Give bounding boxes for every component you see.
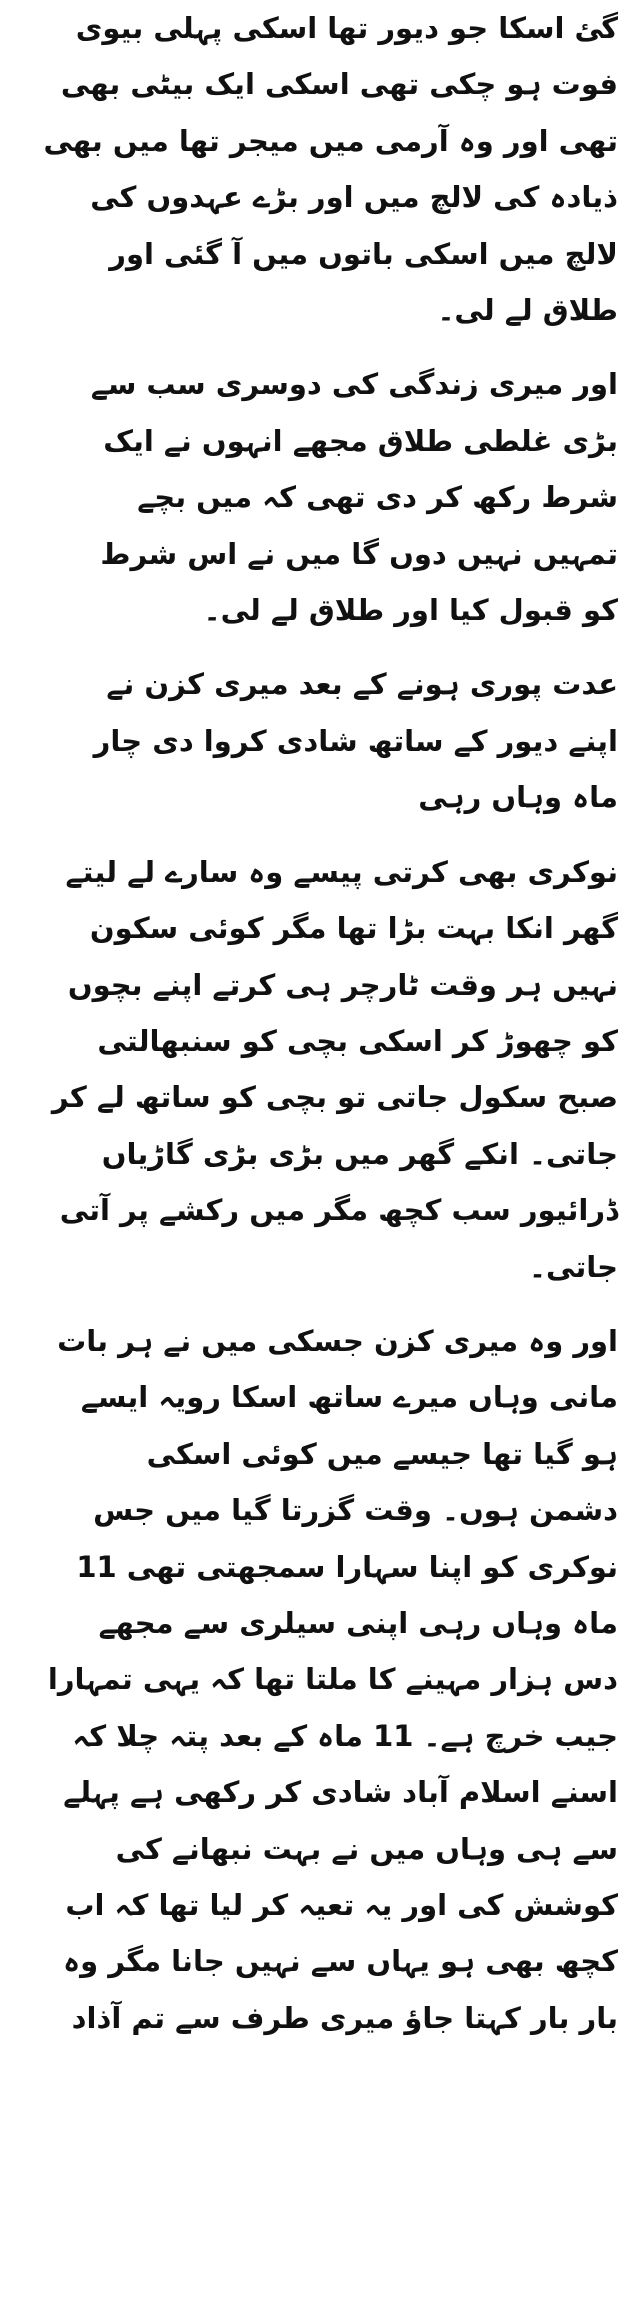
text-line: لالچ میں اسکی باتوں میں آ گئی اور	[109, 236, 618, 271]
text-line: گھر انکا بہت بڑا تھا مگر کوئی سکون	[89, 911, 618, 946]
text-line: بڑی غلطی طلاق مجھے انہوں نے ایک	[103, 423, 618, 458]
text-line: طلاق لے لی۔	[437, 293, 618, 328]
text-line: شرط رکھ کر دی تھی کہ میں بچے	[137, 480, 618, 515]
paragraph	[22, 0, 618, 338]
text-line: اپنے دیور کے ساتھ شادی کروا دی چار	[93, 723, 618, 758]
text-line: اور میری زندگی کی دوسری سب سے	[90, 367, 618, 402]
text-line: مانی وہاں میرے ساتھ اسکا رویہ ایسے	[80, 1380, 618, 1415]
text-line: کچھ بھی ہو یہاں سے نہیں جانا مگر وہ	[63, 1944, 618, 1979]
text-line: گئ اسکا جو دیور تھا اسکی پہلی بیوی	[75, 11, 618, 45]
text-line: ہو گیا تھا جیسے میں کوئی اسکی	[146, 1436, 618, 1471]
paragraph	[22, 356, 618, 638]
text-line: ماہ وہاں رہی	[418, 780, 618, 815]
text-line: صبح سکول جاتی تو بچی کو ساتھ لے کر	[51, 1080, 618, 1115]
text-line: دشمن ہوں۔ وقت گزرتا گیا میں جس	[93, 1493, 618, 1528]
text-line: تھی اور وہ آرمی میں میجر تھا میں بھی	[43, 123, 618, 158]
paragraph	[22, 1313, 618, 2046]
text-line: سے ہی وہاں میں نے بہت نبھانے کی	[115, 1831, 618, 1866]
text-line: تمہیں نہیں دوں گا میں نے اس شرط	[100, 536, 618, 571]
text-line: دس ہزار مہینے کا ملتا تھا کہ یہی تمہارا	[47, 1662, 618, 1697]
text-line: اور وہ میری کزن جسکی میں نے ہر بات	[57, 1323, 618, 1358]
paragraph	[22, 844, 618, 1295]
text-line: نوکری بھی کرتی پیسے وہ سارے لے لیتے	[65, 854, 618, 889]
text-line: جاتی۔	[528, 1249, 618, 1284]
paragraph	[22, 656, 618, 825]
text-line: نہیں ہر وقت ٹارچر ہی کرتے اپنے بچوں	[67, 967, 618, 1002]
text-line: عدت پوری ہونے کے بعد میری کزن نے	[106, 667, 618, 702]
text-line: کو قبول کیا اور طلاق لے لی۔	[203, 593, 618, 628]
text-line: جاتی۔ انکے گھر میں بڑی بڑی گاڑیاں	[101, 1136, 618, 1171]
text-line: کوشش کی اور یہ تعیہ کر لیا تھا کہ اب	[65, 1888, 618, 1922]
text-line: ماہ وہاں رہی اپنی سیلری سے مجھے	[98, 1605, 618, 1640]
text-line: فوت ہو چکی تھی اسکی ایک بیٹی بھی	[60, 67, 618, 102]
text-line: اسنے اسلام آباد شادی کر رکھی ہے پہلے	[63, 1775, 618, 1810]
text-line: ڈرائیور سب کچھ مگر میں رکشے پر آتی	[59, 1193, 618, 1228]
text-line: جیب خرچ ہے۔ 11 ماہ کے بعد پتہ چلا کہ	[72, 1718, 618, 1753]
text-line: نوکری کو اپنا سہارا سمجھتی تھی 11	[76, 1549, 618, 1584]
text-line: ذیادہ کی لالچ میں اور بڑے عہدوں کی	[90, 180, 618, 215]
text-line: بار بار کہتا جاؤ میری طرف سے تم آذاد	[71, 2000, 618, 2035]
text-line: کو چھوڑ کر اسکی بچی کو سنبھالتی	[97, 1023, 618, 1058]
